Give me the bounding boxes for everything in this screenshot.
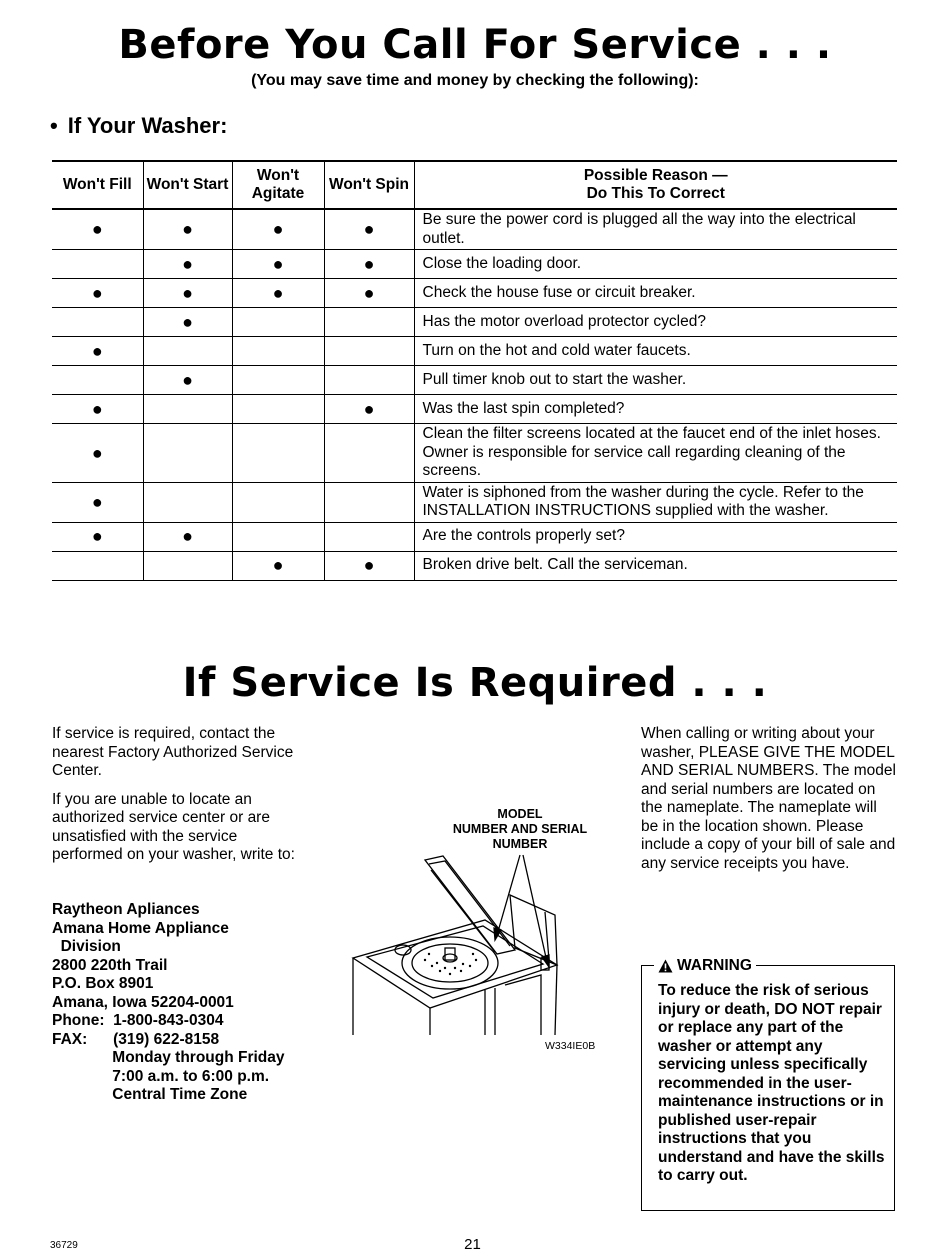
address-line: P.O. Box 8901 (52, 975, 154, 992)
mark-cell (52, 279, 143, 308)
mark-cell (232, 551, 324, 580)
table-row (52, 308, 897, 337)
reason-header (414, 161, 897, 209)
document-code: 36729 (50, 1240, 78, 1251)
bullet-icon: ● (363, 282, 375, 303)
address-line: Monday through Friday (52, 1049, 285, 1066)
mark-cell (52, 482, 143, 522)
mark-cell (324, 551, 414, 580)
bullet-icon: ● (91, 219, 103, 240)
mark-cell (52, 337, 143, 366)
mark-cell (143, 308, 232, 337)
address-line: Raytheon Apliances (52, 901, 200, 918)
column-header: Won't Start (143, 161, 232, 209)
reason-cell: Pull timer knob out to start the washer. (414, 366, 897, 395)
mark-cell (143, 209, 232, 250)
mark-cell (232, 482, 324, 522)
mark-cell (324, 482, 414, 522)
service-instructions (52, 725, 312, 875)
figure-label-line: MODEL (497, 807, 543, 821)
figure-label-line: NUMBER (492, 837, 548, 851)
model-serial-info: When calling or writing about your washer, PLEASE GIVE THE MODEL AND SERIAL NUMBERS. The model and serial numbers are located on the nameplate. The nameplate will be in the location shown. Please include a copy of your bill of sale and any service receipts you have. (641, 725, 896, 872)
mark-cell (324, 209, 414, 250)
warning-box (641, 957, 895, 1211)
service-title: If Service Is Required . . . (182, 660, 768, 706)
reason-cell: Turn on the hot and cold water faucets. (414, 337, 897, 366)
bullet-icon: ● (272, 219, 284, 240)
bullet-icon: ● (363, 253, 375, 274)
reason-cell: Broken drive belt. Call the serviceman. (414, 551, 897, 580)
mark-cell (324, 395, 414, 424)
warning-triangle-icon (658, 959, 673, 973)
table-header-row (52, 161, 897, 209)
mark-cell (232, 308, 324, 337)
address-line: Phone: 1-800-843-0304 (52, 1012, 224, 1029)
bullet-icon: ● (363, 219, 375, 240)
mark-cell (232, 395, 324, 424)
reason-header-line: Do This To Correct (586, 185, 725, 202)
page-title: Before You Call For Service . . . (118, 22, 832, 68)
address-line: Central Time Zone (52, 1086, 248, 1103)
address-line: 2800 220th Trail (52, 956, 168, 974)
bullet-icon: ● (91, 526, 103, 547)
table-row (52, 482, 897, 522)
column-header: Won't Spin (324, 161, 414, 209)
address-line: Amana Home Appliance (52, 919, 229, 937)
bullet-icon: ● (182, 526, 193, 547)
bullet-icon: ● (272, 282, 284, 303)
bullet-icon: • (50, 113, 58, 138)
mark-cell (143, 482, 232, 522)
reason-cell: Be sure the power cord is plugged all the way into the electrical outlet. (414, 209, 897, 250)
reason-cell: Was the last spin completed? (414, 395, 897, 424)
mark-cell (52, 308, 143, 337)
bullet-icon: ● (272, 253, 284, 274)
reason-header-line: Possible Reason — (583, 167, 728, 184)
reason-cell: Has the motor overload protector cycled? (414, 308, 897, 337)
table-row (52, 279, 897, 308)
service-paragraph: If service is required, contact the nearest Factory Authorized Service Center. (52, 725, 294, 779)
mark-cell (232, 279, 324, 308)
mark-cell (232, 522, 324, 551)
address-line: Amana, Iowa 52204-0001 (52, 993, 234, 1011)
mark-cell (52, 250, 143, 279)
column-header: Won't Agitate (232, 161, 324, 209)
bullet-icon: ● (91, 282, 103, 303)
mark-cell (143, 250, 232, 279)
mark-cell (143, 424, 232, 483)
reason-cell: Are the controls properly set? (414, 522, 897, 551)
mark-cell (143, 279, 232, 308)
mark-cell (232, 337, 324, 366)
figure-label (440, 807, 600, 852)
mark-cell (52, 366, 143, 395)
mark-cell (143, 366, 232, 395)
mark-cell (324, 337, 414, 366)
address-line: FAX: (319) 622-8158 (52, 1030, 220, 1048)
bullet-icon: ● (272, 555, 284, 576)
bullet-icon: ● (91, 340, 103, 361)
bullet-icon: ● (363, 398, 375, 419)
mark-cell (52, 209, 143, 250)
reason-cell: Close the loading door. (414, 250, 897, 279)
address-line: Division (52, 938, 121, 955)
bullet-icon: ● (182, 282, 193, 303)
mark-cell (232, 366, 324, 395)
mark-cell (232, 424, 324, 483)
table-row (52, 209, 897, 250)
mark-cell (324, 366, 414, 395)
bullet-icon: ● (363, 555, 375, 576)
warning-header (654, 957, 756, 975)
mark-cell (232, 250, 324, 279)
bullet-icon: ● (91, 398, 103, 419)
bullet-icon: ● (182, 311, 193, 332)
mark-cell (143, 337, 232, 366)
table-row (52, 366, 897, 395)
bullet-icon: ● (182, 219, 193, 240)
table-body (52, 209, 897, 580)
mark-cell (143, 551, 232, 580)
mark-cell (52, 424, 143, 483)
mark-cell (52, 395, 143, 424)
service-address (52, 901, 285, 1105)
table-row (52, 551, 897, 580)
mark-cell (52, 551, 143, 580)
warning-title: WARNING (677, 957, 752, 974)
table-row (52, 395, 897, 424)
figure-label-line: NUMBER AND SERIAL (452, 822, 588, 836)
mark-cell (143, 395, 232, 424)
service-paragraph: If you are unable to locate an authorized service center or are unsatisfied with the service performed on your washer, write to: (52, 790, 295, 863)
reason-cell: Check the house fuse or circuit breaker. (414, 279, 897, 308)
mark-cell (324, 308, 414, 337)
column-header: Won't Fill (52, 161, 143, 209)
reason-cell: Water is siphoned from the washer during the cycle. Refer to the INSTALLATION INSTRUCTIONS supplied with the washer. (414, 482, 897, 522)
table-row (52, 424, 897, 483)
page-number: 21 (464, 1236, 481, 1253)
section-heading-text: If Your Washer: (67, 113, 228, 138)
washer-figure (345, 800, 615, 1060)
troubleshooting-table (52, 160, 897, 581)
table-row (52, 250, 897, 279)
address-line: 7:00 a.m. to 6:00 p.m. (52, 1067, 270, 1085)
mark-cell (324, 279, 414, 308)
mark-cell (52, 522, 143, 551)
mark-cell (143, 522, 232, 551)
mark-cell (324, 424, 414, 483)
section-heading (50, 113, 227, 139)
bullet-icon: ● (182, 253, 193, 274)
warning-text: To reduce the risk of serious injury or death, DO NOT repair or replace any part of the washer or attempt any servicing unless specifically recommended in the user-maintenance instructions or in published user-repair instructions that you understand and have the skills to carry out. (658, 982, 885, 1184)
bullet-icon: ● (91, 491, 103, 512)
mark-cell (324, 250, 414, 279)
reason-cell: Clean the filter screens located at the faucet end of the inlet hoses. Owner is responsible for service call regarding cleaning of the screens. (414, 424, 897, 483)
mark-cell (232, 209, 324, 250)
bullet-icon: ● (182, 369, 193, 390)
mark-cell (324, 522, 414, 551)
figure-code: W334IE0B (545, 1040, 596, 1052)
table-row (52, 522, 897, 551)
page-subtitle: (You may save time and money by checking the following): (251, 72, 699, 89)
bullet-icon: ● (91, 442, 103, 463)
table-row (52, 337, 897, 366)
